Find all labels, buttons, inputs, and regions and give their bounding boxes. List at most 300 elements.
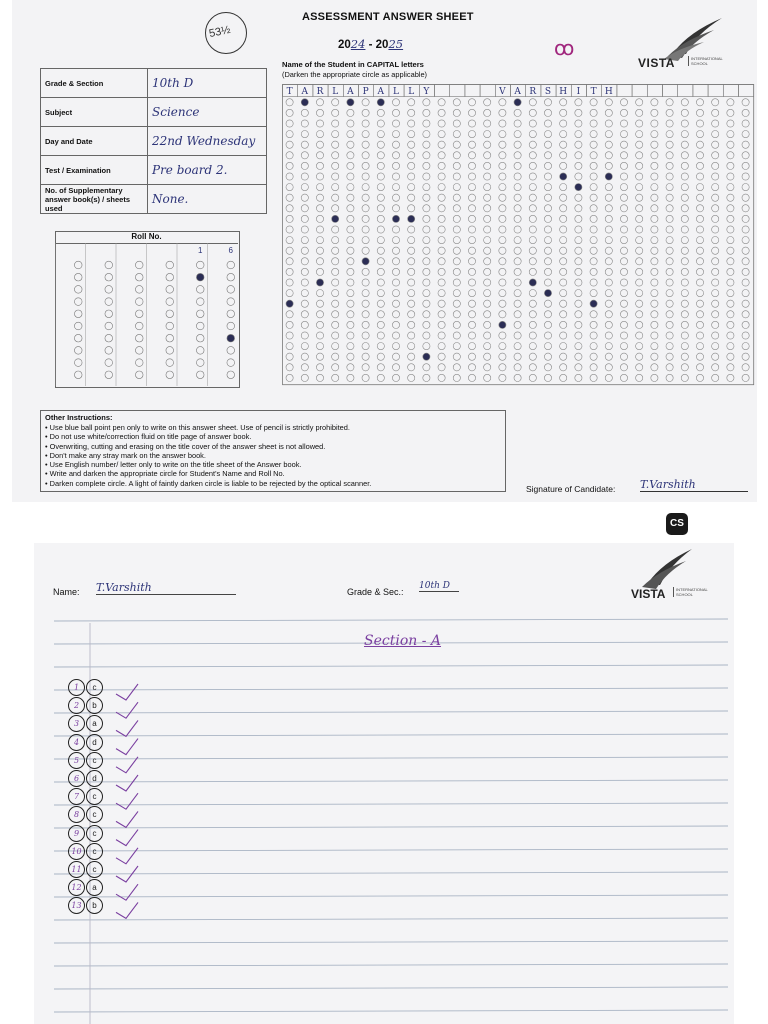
name-bubble	[651, 194, 658, 201]
name-bubble-filled	[560, 173, 567, 180]
name-bubble	[742, 226, 749, 233]
name-bubble	[560, 131, 567, 138]
name-bubble	[605, 131, 612, 138]
name-bubble	[392, 353, 399, 360]
name-bubble	[286, 109, 293, 116]
name-bubble	[514, 300, 521, 307]
name-bubble	[696, 131, 703, 138]
name-bubble	[423, 343, 430, 350]
name-bubble	[727, 353, 734, 360]
name-bubble	[392, 247, 399, 254]
name-bubble	[651, 152, 658, 159]
name-bubble	[727, 374, 734, 381]
score-mark: 53½	[207, 23, 232, 41]
name-bubble	[286, 131, 293, 138]
name-bubble	[438, 343, 445, 350]
name-bubble	[423, 279, 430, 286]
name-letter: V	[499, 87, 506, 97]
name-letter: L	[408, 87, 415, 97]
name-bubble	[696, 184, 703, 191]
name-bubble	[666, 152, 673, 159]
name-bubble	[362, 268, 369, 275]
name-bubble	[651, 120, 658, 127]
name-bubble	[468, 99, 475, 106]
name-bubble-filled	[377, 99, 384, 106]
name-bubble	[408, 109, 415, 116]
name-bubble	[438, 194, 445, 201]
answer-option: a	[86, 879, 103, 896]
name-bubble	[316, 258, 323, 265]
answer-option: b	[86, 697, 103, 714]
name-letter-box	[663, 85, 678, 97]
answer-item	[68, 679, 104, 696]
student-info-table	[40, 68, 267, 214]
name-bubble	[377, 290, 384, 297]
name-bubble	[575, 290, 582, 297]
name-bubble	[499, 162, 506, 169]
name-bubble	[590, 131, 597, 138]
name-letter-box	[617, 85, 632, 97]
name-bubble	[636, 374, 643, 381]
name-bubble	[332, 173, 339, 180]
name-bubble	[727, 120, 734, 127]
name-bubble	[636, 343, 643, 350]
name-bubble	[636, 120, 643, 127]
name-bubble	[438, 184, 445, 191]
name-bubble	[544, 141, 551, 148]
ruled-line	[54, 780, 728, 782]
answer-item	[68, 770, 104, 787]
name-bubble	[332, 279, 339, 286]
name-bubble	[529, 247, 536, 254]
name-bubble	[286, 173, 293, 180]
name-bubble	[453, 290, 460, 297]
name-bubble	[499, 226, 506, 233]
sheet-title: ASSESSMENT ANSWER SHEET	[302, 11, 474, 23]
roll-bubble	[166, 334, 174, 342]
name-bubble	[453, 152, 460, 159]
name-bubble	[651, 226, 658, 233]
roll-bubble	[166, 359, 174, 367]
name-bubble	[468, 194, 475, 201]
name-bubble	[316, 321, 323, 328]
name-bubble	[316, 162, 323, 169]
name-bubble	[544, 205, 551, 212]
name-bubble	[605, 343, 612, 350]
name-bubble	[438, 300, 445, 307]
name-bubble	[666, 332, 673, 339]
name-bubble	[575, 321, 582, 328]
name-bubble-filled	[529, 279, 536, 286]
name-bubble	[742, 374, 749, 381]
name-bubble	[438, 226, 445, 233]
name-bubble	[453, 279, 460, 286]
name-bubble	[636, 226, 643, 233]
info-label: Test / Examination	[41, 156, 148, 185]
name-bubble	[544, 247, 551, 254]
name-bubble	[620, 226, 627, 233]
name-bubble	[362, 131, 369, 138]
name-bubble	[332, 247, 339, 254]
name-bubble	[560, 162, 567, 169]
name-bubble	[605, 215, 612, 222]
name-bubble	[681, 162, 688, 169]
name-bubble	[484, 215, 491, 222]
name-bubble	[575, 258, 582, 265]
name-bubble	[651, 131, 658, 138]
name-bubble	[514, 268, 521, 275]
name-bubble	[423, 162, 430, 169]
name-bubble	[468, 247, 475, 254]
name-bubble	[544, 321, 551, 328]
name-bubble	[666, 109, 673, 116]
name-bubble	[286, 99, 293, 106]
name-bubble	[332, 120, 339, 127]
name-bubble	[438, 109, 445, 116]
name-bubble	[347, 247, 354, 254]
info-row	[41, 69, 267, 98]
answer-item	[68, 734, 104, 751]
name-bubble	[286, 247, 293, 254]
name-bubble	[377, 194, 384, 201]
name-bubble	[514, 109, 521, 116]
name-bubble	[301, 258, 308, 265]
info-value: 22nd Wednesday	[148, 127, 267, 156]
roll-bubble	[166, 371, 174, 379]
name-letter-box	[739, 85, 754, 97]
name-bubble	[590, 141, 597, 148]
name-letter-box	[647, 85, 662, 97]
name-bubble	[575, 141, 582, 148]
name-bubble	[347, 194, 354, 201]
name-bubble	[544, 173, 551, 180]
name-bubble	[544, 268, 551, 275]
roll-bubble	[227, 298, 235, 306]
name-bubble	[392, 321, 399, 328]
name-bubble	[453, 374, 460, 381]
name-bubble	[316, 343, 323, 350]
name-bubble	[332, 194, 339, 201]
name-bubble	[301, 321, 308, 328]
name-bubble	[499, 131, 506, 138]
name-bubble	[636, 162, 643, 169]
name-bubble	[560, 141, 567, 148]
name-bubble	[286, 290, 293, 297]
roll-bubble	[166, 273, 174, 281]
name-letter-box	[693, 85, 708, 97]
name-bubble	[484, 353, 491, 360]
name-bubble	[453, 247, 460, 254]
name-bubble	[332, 162, 339, 169]
name-bubble	[286, 268, 293, 275]
name-bubble	[408, 131, 415, 138]
name-bubble	[453, 215, 460, 222]
name-bubble	[301, 237, 308, 244]
name-bubble	[605, 279, 612, 286]
name-bubble	[301, 194, 308, 201]
name-letter: H	[559, 87, 568, 97]
name-bubble	[681, 364, 688, 371]
name-bubble-filled	[408, 215, 415, 222]
name-bubble	[301, 374, 308, 381]
name-bubble	[392, 268, 399, 275]
name-bubble	[453, 109, 460, 116]
name-bubble	[712, 311, 719, 318]
name-bubble	[423, 120, 430, 127]
name-bubble	[514, 141, 521, 148]
name-bubble	[620, 99, 627, 106]
name-bubble	[529, 364, 536, 371]
name-bubble	[468, 353, 475, 360]
name-bubble	[301, 300, 308, 307]
name-bubble	[529, 268, 536, 275]
roll-bubble	[74, 298, 82, 306]
name-bubble	[423, 332, 430, 339]
name-bubble	[575, 152, 582, 159]
name-bubble	[620, 162, 627, 169]
name-bubble	[681, 258, 688, 265]
name-bubble	[408, 99, 415, 106]
name-bubble	[392, 141, 399, 148]
name-bubble	[544, 258, 551, 265]
name-bubble	[484, 300, 491, 307]
name-bubble	[636, 184, 643, 191]
name-bubble	[316, 109, 323, 116]
name-bubble	[332, 374, 339, 381]
ruled-line	[54, 895, 728, 897]
name-bubble	[560, 152, 567, 159]
roll-bubble	[227, 322, 235, 330]
name-bubble	[438, 141, 445, 148]
name-bubble	[560, 194, 567, 201]
name-bubble	[605, 374, 612, 381]
name-bubble	[392, 131, 399, 138]
session-year: 2024 - 2025	[338, 37, 404, 51]
name-bubble	[636, 215, 643, 222]
name-bubble	[438, 237, 445, 244]
name-bubble	[468, 290, 475, 297]
roll-bubble	[135, 371, 143, 379]
answer-item	[68, 843, 104, 860]
name-bubble	[499, 364, 506, 371]
name-bubble	[666, 237, 673, 244]
name-bubble	[575, 173, 582, 180]
answer-item	[68, 806, 104, 823]
name-bubble	[666, 131, 673, 138]
name-bubble	[332, 343, 339, 350]
name-bubble	[347, 173, 354, 180]
name-bubble	[316, 268, 323, 275]
name-bubble	[620, 311, 627, 318]
name-bubble	[392, 364, 399, 371]
name-bubble	[316, 194, 323, 201]
name-bubble	[377, 215, 384, 222]
name-bubble	[620, 184, 627, 191]
name-bubble	[408, 226, 415, 233]
name-bubble	[332, 290, 339, 297]
name-bubble	[347, 290, 354, 297]
name-bubble	[499, 173, 506, 180]
name-bubble	[514, 364, 521, 371]
question-number: 12	[68, 879, 85, 896]
name-bubble	[560, 268, 567, 275]
name-bubble	[468, 131, 475, 138]
name-bubble	[377, 205, 384, 212]
name-bubble	[408, 343, 415, 350]
name-bubble	[651, 332, 658, 339]
name-bubble	[590, 247, 597, 254]
name-letter-box	[480, 85, 495, 97]
name-bubble	[408, 141, 415, 148]
name-bubble	[362, 152, 369, 159]
name-bubble	[742, 141, 749, 148]
name-bubble	[286, 226, 293, 233]
name-bubble	[742, 268, 749, 275]
name-bubble	[620, 215, 627, 222]
name-bubble	[484, 131, 491, 138]
name-bubble	[620, 131, 627, 138]
name-bubble	[347, 268, 354, 275]
instruction-item: • Use English number/ letter only to write on the title sheet of the Answer book.	[45, 460, 501, 469]
roll-bubble	[166, 310, 174, 318]
roll-bubble	[105, 359, 113, 367]
name-letter: I	[576, 87, 581, 97]
name-bubble	[438, 374, 445, 381]
name-bubble	[347, 141, 354, 148]
name-bubble	[468, 226, 475, 233]
name-bubble	[666, 194, 673, 201]
name-bubble	[560, 279, 567, 286]
name-bubble	[484, 258, 491, 265]
name-letter: A	[514, 87, 521, 97]
roll-bubble	[74, 347, 82, 355]
name-bubble	[681, 131, 688, 138]
name-letter: S	[544, 87, 552, 97]
name-bubble	[484, 311, 491, 318]
name-bubble	[392, 99, 399, 106]
ruled-line	[54, 872, 728, 874]
name-bubble	[696, 247, 703, 254]
name-bubble	[727, 290, 734, 297]
name-bubble	[605, 290, 612, 297]
name-bubble-filled	[423, 353, 430, 360]
name-bubble	[408, 311, 415, 318]
name-bubble	[423, 300, 430, 307]
name-bubble	[712, 120, 719, 127]
name-bubble	[712, 99, 719, 106]
name-bubble	[620, 141, 627, 148]
name-bubble	[712, 321, 719, 328]
instructions-title: Other Instructions:	[45, 413, 113, 422]
name-bubble	[438, 215, 445, 222]
name-bubble	[605, 247, 612, 254]
name-bubble	[575, 332, 582, 339]
name-bubble	[544, 152, 551, 159]
roll-bubble	[196, 322, 204, 330]
name-bubble	[575, 311, 582, 318]
name-bubble	[484, 184, 491, 191]
name-bubble	[286, 162, 293, 169]
name-bubble	[666, 321, 673, 328]
name-bubble	[392, 258, 399, 265]
name-bubble	[529, 205, 536, 212]
name-bubble	[362, 109, 369, 116]
name-bubble	[742, 205, 749, 212]
name-bubble	[377, 300, 384, 307]
name-bubble	[560, 321, 567, 328]
name-bubble	[696, 141, 703, 148]
name-bubble	[544, 162, 551, 169]
name-bubble	[286, 311, 293, 318]
name-bubble	[362, 343, 369, 350]
answer-option: a	[86, 715, 103, 732]
name-bubble	[514, 226, 521, 233]
name-bubble	[651, 321, 658, 328]
name-bubble	[499, 353, 506, 360]
name-bubble	[408, 300, 415, 307]
name-bubble	[423, 311, 430, 318]
name-bubble	[347, 300, 354, 307]
name-bubble	[499, 343, 506, 350]
name-bubble	[636, 237, 643, 244]
name-bubble	[742, 311, 749, 318]
name-bubble	[620, 290, 627, 297]
name-bubble	[712, 205, 719, 212]
name-bubble	[651, 247, 658, 254]
name-bubble	[742, 364, 749, 371]
name-bubble	[453, 321, 460, 328]
name-bubble	[560, 120, 567, 127]
name-bubble	[742, 194, 749, 201]
name-bubble	[742, 184, 749, 191]
name-bubble	[362, 311, 369, 318]
name-bubble	[347, 237, 354, 244]
name-bubble	[332, 226, 339, 233]
name-bubble	[651, 184, 658, 191]
question-number: 2	[68, 697, 85, 714]
name-bubble	[544, 99, 551, 106]
name-bubble	[666, 364, 673, 371]
name-bubble	[286, 279, 293, 286]
name-bubble	[712, 184, 719, 191]
name-letter: L	[393, 87, 399, 97]
name-bubble	[560, 353, 567, 360]
name-bubble	[347, 205, 354, 212]
name-bubble	[484, 332, 491, 339]
name-bubble	[742, 247, 749, 254]
name-bubble	[620, 120, 627, 127]
name-bubble	[286, 184, 293, 191]
name-bubble	[438, 152, 445, 159]
name-bubble	[468, 364, 475, 371]
name-bubble	[681, 237, 688, 244]
name-bubble	[575, 205, 582, 212]
name-bubble	[727, 258, 734, 265]
roll-bubble	[135, 261, 143, 269]
name-bubble	[362, 205, 369, 212]
name-bubble	[727, 279, 734, 286]
name-bubble	[742, 99, 749, 106]
name-bubble	[408, 162, 415, 169]
section-title: Section - A	[364, 633, 442, 649]
name-bubble	[727, 194, 734, 201]
name-bubble	[666, 247, 673, 254]
roll-bubble	[135, 286, 143, 294]
name-bubble	[651, 364, 658, 371]
name-bubble	[484, 205, 491, 212]
answer-option: d	[86, 734, 103, 751]
name-bubble	[696, 205, 703, 212]
